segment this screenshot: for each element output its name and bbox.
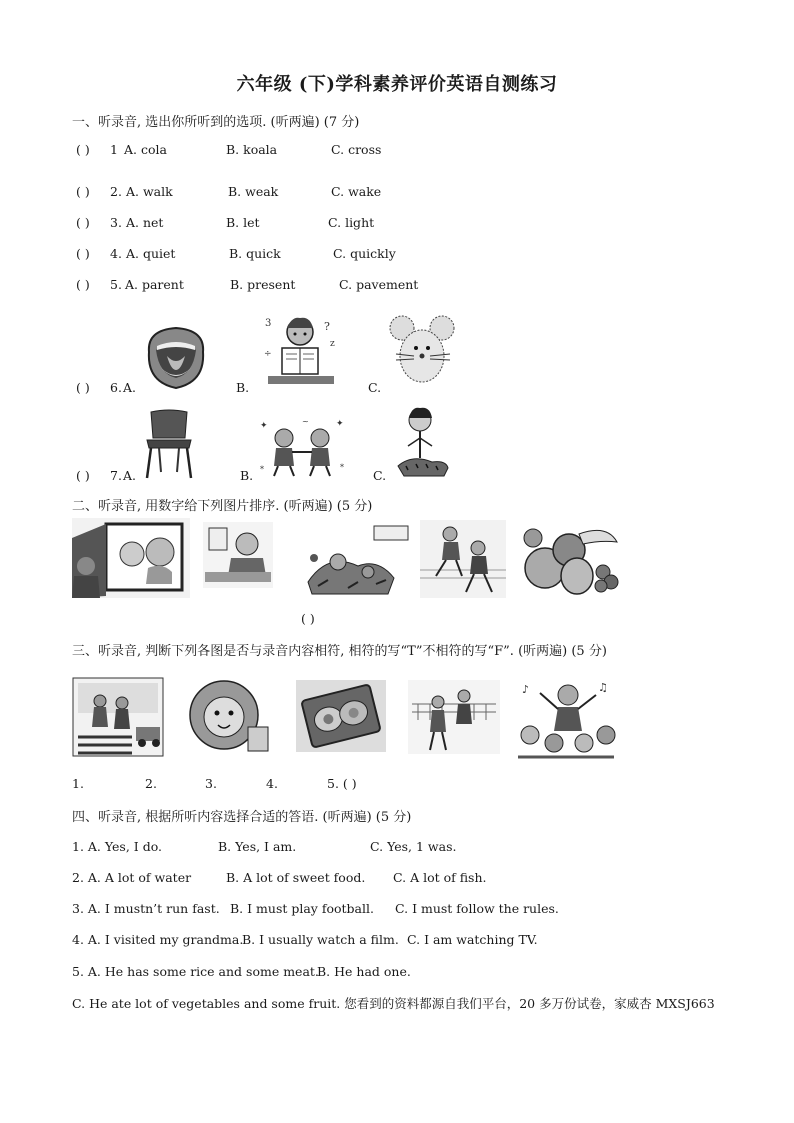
answer-label[interactable]: 5. ( ) — [327, 776, 357, 791]
svg-text:*: * — [340, 463, 344, 472]
fruit-picture — [517, 520, 621, 598]
people-running-picture — [420, 520, 506, 598]
option-a: 2. A. A lot of water — [72, 870, 192, 885]
part3-heading: 三、听录音, 判断下列各图是否与录音内容相符, 相符的写“T”不相符的写“F”. (听两遍) (5 分) — [72, 644, 607, 659]
option-a: A. parent — [125, 277, 184, 292]
option-c: C. light — [328, 215, 375, 230]
question-number: 3. — [110, 215, 122, 230]
answer-paren[interactable]: ( ) — [301, 611, 315, 626]
option-a: 1. A. Yes, I do. — [72, 839, 162, 854]
part1-heading: 一、听录音, 选出你所听到的选项. (听两遍) (7 分) — [72, 115, 360, 130]
option-b: B. koala — [226, 142, 278, 157]
answer-label: 3. — [205, 776, 217, 791]
page-title: 六年级 (下)学科素养评价英语自测练习 — [236, 74, 558, 95]
option-a: A. — [123, 468, 137, 483]
svg-text:♪: ♪ — [522, 683, 530, 696]
option-b: B. He had one. — [317, 964, 411, 979]
option-b: B. I usually watch a film. — [242, 932, 399, 947]
answer-paren[interactable]: ( ) — [76, 380, 90, 395]
svg-text:~: ~ — [302, 417, 309, 426]
option-c: C. Yes, 1 was. — [370, 839, 457, 854]
answer-paren[interactable]: ( ) — [76, 468, 90, 483]
option-c: C. cross — [331, 142, 382, 157]
option-a: A. quiet — [126, 246, 176, 261]
svg-text:z: z — [330, 339, 335, 349]
man-with-phone-picture — [203, 522, 273, 588]
crossing-street-picture — [72, 677, 164, 757]
boy-reading-picture — [262, 312, 340, 390]
option-b: B. I must play football. — [230, 901, 374, 916]
option-c: C. I am watching TV. — [407, 932, 538, 947]
option-a: A. — [123, 380, 137, 395]
svg-text:÷: ÷ — [264, 349, 272, 359]
answer-label: 1. — [72, 776, 84, 791]
part2-heading: 二、听录音, 用数字给下列图片排序. (听两遍) (5 分) — [72, 499, 373, 514]
svg-text:?: ? — [324, 320, 330, 333]
option-a: A. net — [126, 215, 164, 230]
option-a: 5. A. He has some rice and some meat. — [72, 964, 319, 979]
answer-label: 2. — [145, 776, 157, 791]
option-c: C. A lot of fish. — [393, 870, 487, 885]
question-number: 4. — [110, 246, 122, 261]
part4-last-line: C. He ate lot of vegetables and some fruit. 您看到的资料都源自我们平台，20 多万份试卷，家威杏 MXSJ663 — [72, 996, 715, 1011]
answer-paren[interactable]: ( ) — [76, 184, 90, 199]
option-c: C. quickly — [333, 246, 396, 261]
option-c: C. wake — [331, 184, 382, 199]
option-a: A. cola — [124, 142, 167, 157]
mouse-picture — [388, 312, 458, 390]
question-number: 1 — [110, 142, 118, 157]
lion-picture — [186, 675, 270, 757]
question-number: 6. — [110, 380, 122, 395]
option-b: B. — [236, 380, 250, 395]
option-c: C. pavement — [339, 277, 419, 292]
option-a: 4. A. I visited my grandma. — [72, 932, 244, 947]
option-c: C. — [373, 468, 387, 483]
option-a: A. walk — [126, 184, 173, 199]
option-b: B. — [240, 468, 254, 483]
option-b: B. weak — [228, 184, 279, 199]
question-number: 5. — [110, 277, 122, 292]
chair-picture — [143, 408, 195, 480]
family-watching-tv-picture — [72, 518, 190, 598]
answer-label: 4. — [266, 776, 278, 791]
answer-paren[interactable]: ( ) — [76, 246, 90, 261]
girl-with-animal-picture — [392, 406, 450, 482]
option-b: B. quick — [229, 246, 281, 261]
part4-heading: 四、听录音, 根据所听内容选择合适的答语. (听两遍) (5 分) — [72, 810, 412, 825]
question-number: 7. — [110, 468, 122, 483]
question-number: 2. — [110, 184, 122, 199]
people-walking-picture — [408, 680, 500, 754]
option-a: 3. A. I mustn’t run fast. — [72, 901, 220, 916]
answer-paren[interactable]: ( ) — [76, 277, 90, 292]
svg-text:♫: ♫ — [598, 681, 608, 694]
option-b: B. Yes, I am. — [218, 839, 297, 854]
option-b: B. A lot of sweet food. — [226, 870, 366, 885]
svg-text:✦: ✦ — [260, 421, 268, 431]
svg-text:✦: ✦ — [336, 419, 344, 429]
answer-paren[interactable]: ( ) — [76, 215, 90, 230]
music-dance-picture — [514, 677, 618, 757]
svg-text:3: 3 — [265, 318, 272, 329]
svg-text:*: * — [260, 465, 264, 474]
messy-room-picture — [298, 522, 414, 598]
food-plate-picture — [296, 680, 386, 752]
option-b: B. let — [226, 215, 260, 230]
children-playing-picture — [258, 416, 348, 478]
answer-paren[interactable]: ( ) — [76, 142, 90, 157]
option-c: C. I must follow the rules. — [395, 901, 559, 916]
mouth-picture — [143, 322, 209, 394]
option-c: C. — [368, 380, 382, 395]
option-b: B. present — [230, 277, 296, 292]
